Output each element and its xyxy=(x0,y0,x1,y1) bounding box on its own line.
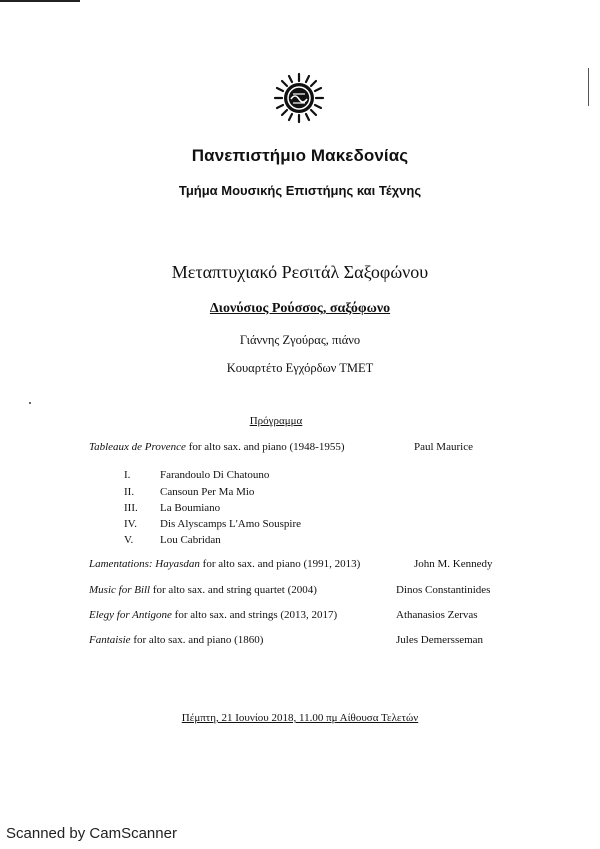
recital-title: Μεταπτυχιακό Ρεσιτάλ Σαξοφώνου xyxy=(171,262,429,282)
scan-top-line xyxy=(0,0,80,2)
movement-title: Dis Alyscamps L'Amo Souspire xyxy=(160,518,302,530)
performer-name: Διονύσιος Ρούσσος, σαξόφωνο xyxy=(209,301,391,316)
department-name: Τμήμα Μουσικής Επιστήμης και Τέχνης xyxy=(178,183,422,198)
movement-title: Farandoulo Di Chatouno xyxy=(160,469,270,481)
program-work xyxy=(89,634,263,646)
scan-edge-mark xyxy=(588,68,589,106)
work-composer: John M. Kennedy xyxy=(414,558,493,570)
movement-title: Cansoun Per Ma Mio xyxy=(160,486,255,498)
scan-speck xyxy=(29,402,31,404)
date-and-venue: Πέμπτη, 21 Ιουνίου 2018, 11.00 πμ Αίθουσα Τελετών xyxy=(181,712,419,724)
movement-number: II. xyxy=(124,486,135,498)
work-title: Music for Bill xyxy=(89,584,151,596)
work-composer: Paul Maurice xyxy=(414,441,473,453)
program-work xyxy=(89,584,317,596)
work-title: Fantaisie xyxy=(89,634,131,646)
quartet-name: Κουαρτέτο Εγχόρδων ΤΜΕΤ xyxy=(226,361,374,375)
university-sun-emblem-icon xyxy=(271,72,327,124)
program-work xyxy=(89,558,360,570)
work-title: Tableaux de Provence xyxy=(89,441,186,453)
movement-number: IV. xyxy=(124,518,137,530)
work-details: for alto sax. and piano (1948-1955) xyxy=(185,441,345,453)
work-details: for alto sax. and string quartet (2004) xyxy=(150,584,317,596)
work-title: Elegy for Antigone xyxy=(89,609,172,621)
work-details: for alto sax. and piano (1991, 2013) xyxy=(199,558,361,570)
movement-title: Lou Cabridan xyxy=(160,534,221,546)
work-details: for alto sax. and strings (2013, 2017) xyxy=(171,609,338,621)
work-composer: Athanasios Zervas xyxy=(396,609,478,621)
work-title: Lamentations: Hayasdan xyxy=(89,558,200,570)
program-work xyxy=(89,441,344,453)
work-composer: Dinos Constantinides xyxy=(396,584,491,596)
pianist-name: Γιάννης Ζγούρας, πιάνο xyxy=(239,333,361,347)
program-heading: Πρόγραμμα xyxy=(249,415,303,427)
work-composer: Jules Demersseman xyxy=(396,634,484,646)
movement-title: La Boumiano xyxy=(160,502,221,514)
movement-number: III. xyxy=(124,502,138,514)
university-name: Πανεπιστήμιο Μακεδονίας xyxy=(191,146,409,165)
program-work xyxy=(89,609,337,621)
movement-number: I. xyxy=(124,469,131,481)
movement-number: V. xyxy=(124,534,134,546)
scanner-watermark: Scanned by CamScanner xyxy=(6,825,177,842)
work-details: for alto sax. and piano (1860) xyxy=(130,634,264,646)
